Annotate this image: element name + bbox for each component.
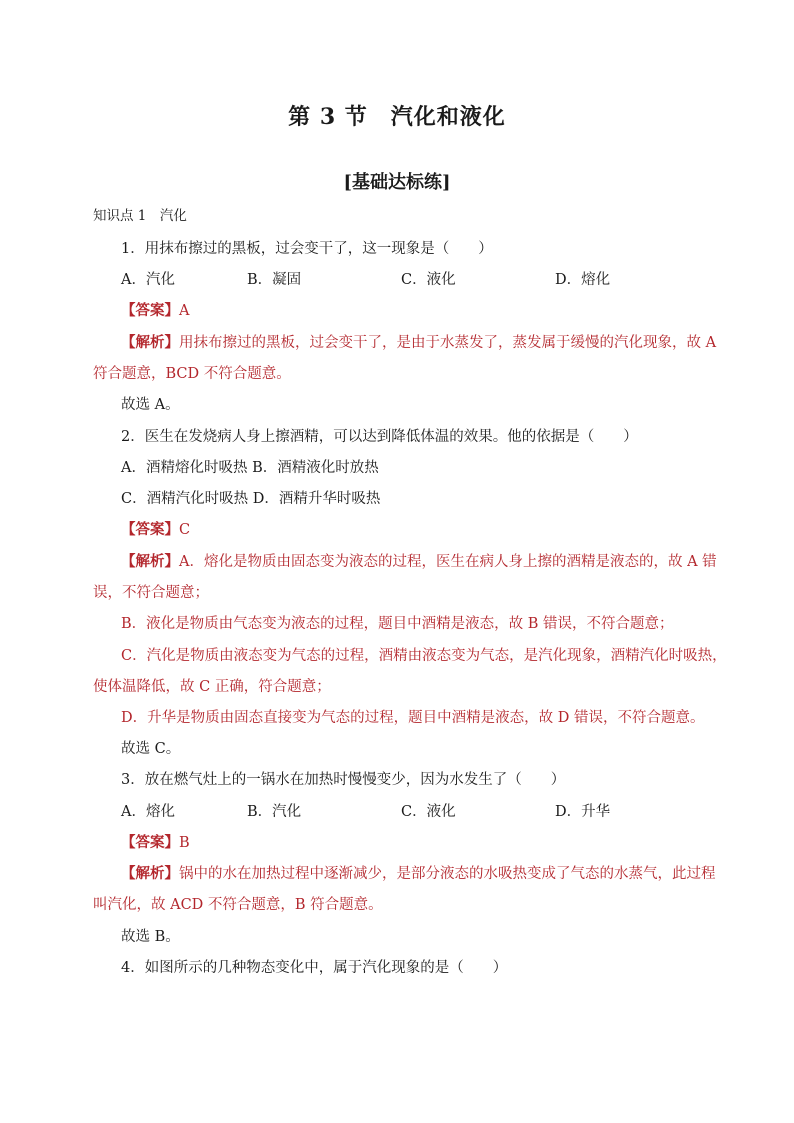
- answer-tag: 【答案】: [121, 834, 179, 851]
- question-1-conclusion: 故选 A。: [121, 397, 180, 413]
- analysis-text: 锅中的水在加热过程中逐渐减少，是部分液态的水吸热变成了气态的水蒸气，此过程: [179, 866, 716, 882]
- answer-value: C: [179, 522, 191, 538]
- question-3-answer: [121, 833, 190, 853]
- answer-tag: 【答案】: [121, 302, 179, 319]
- question-1-option-a: A．汽化: [121, 272, 175, 288]
- question-2-analysis-cont: 误，不符合题意；: [93, 585, 209, 601]
- answer-tag: 【答案】: [121, 521, 179, 538]
- question-2-options-row2: C．酒精汽化时吸热 D．酒精升华时吸热: [121, 491, 381, 507]
- question-4-stem: 4．如图所示的几种物态变化中，属于汽化现象的是（ ）: [121, 960, 508, 976]
- question-1-option-d: D．熔化: [555, 272, 611, 288]
- question-2-analysis-c: C．汽化是物质由液态变为气态的过程，酒精由液态变为气态，是汽化现象，酒精汽化时吸热，: [121, 648, 727, 664]
- question-2-conclusion: 故选 C。: [121, 741, 181, 757]
- analysis-tag: 【解析】: [121, 553, 179, 570]
- question-3-option-c: C．液化: [401, 804, 456, 820]
- question-2-analysis-d: D．升华是物质由固态直接变为气态的过程，题目中酒精是液态，故 D 错误，不符合题意。: [121, 710, 705, 726]
- answer-value: A: [179, 303, 190, 319]
- question-3-option-a: A．熔化: [121, 804, 175, 820]
- question-3-conclusion: 故选 B。: [121, 929, 180, 945]
- question-3-stem: 3．放在燃气灶上的一锅水在加热时慢慢变少，因为水发生了（ ）: [121, 772, 566, 788]
- question-2-answer: [121, 520, 190, 540]
- question-1-option-b: B．凝固: [247, 272, 302, 288]
- analysis-tag: 【解析】: [121, 334, 179, 351]
- knowledge-point-heading: 知识点 1 汽化: [93, 208, 187, 224]
- analysis-tag: 【解析】: [121, 865, 179, 882]
- analysis-text: 用抹布擦过的黑板，过会变干了，是由于水蒸发了，蒸发属于缓慢的汽化现象，故 A: [179, 335, 717, 351]
- answer-value: B: [179, 835, 190, 851]
- question-1-analysis-cont: 符合题意，BCD 不符合题意。: [93, 366, 291, 382]
- question-2-analysis-b: B．液化是物质由气态变为液态的过程，题目中酒精是液态，故 B 错误，不符合题意；: [121, 616, 674, 632]
- question-3-analysis: [121, 864, 716, 884]
- page-title: 第 3 节 汽化和液化: [288, 104, 506, 130]
- question-2-analysis-c-cont: 使体温降低，故 C 正确，符合题意；: [93, 679, 331, 695]
- question-3-analysis-cont: 叫汽化，故 ACD 不符合题意，B 符合题意。: [93, 897, 383, 913]
- question-2-stem: 2．医生在发烧病人身上擦酒精，可以达到降低体温的效果。他的依据是（ ）: [121, 429, 638, 445]
- question-3-option-d: D．升华: [555, 804, 611, 820]
- question-3-option-b: B．汽化: [247, 804, 302, 820]
- question-2-analysis: [121, 552, 717, 572]
- question-1-stem: 1．用抹布擦过的黑板，过会变干了，这一现象是（ ）: [121, 241, 493, 257]
- analysis-text: A．熔化是物质由固态变为液态的过程，医生在病人身上擦的酒精是液态的，故 A 错: [179, 554, 717, 570]
- question-1-answer: [121, 301, 189, 321]
- question-1-analysis: [121, 333, 716, 353]
- section-subtitle: [基础达标练]: [343, 172, 451, 193]
- question-1-option-c: C．液化: [401, 272, 456, 288]
- question-2-options-row1: A．酒精熔化时吸热 B．酒精液化时放热: [121, 460, 379, 476]
